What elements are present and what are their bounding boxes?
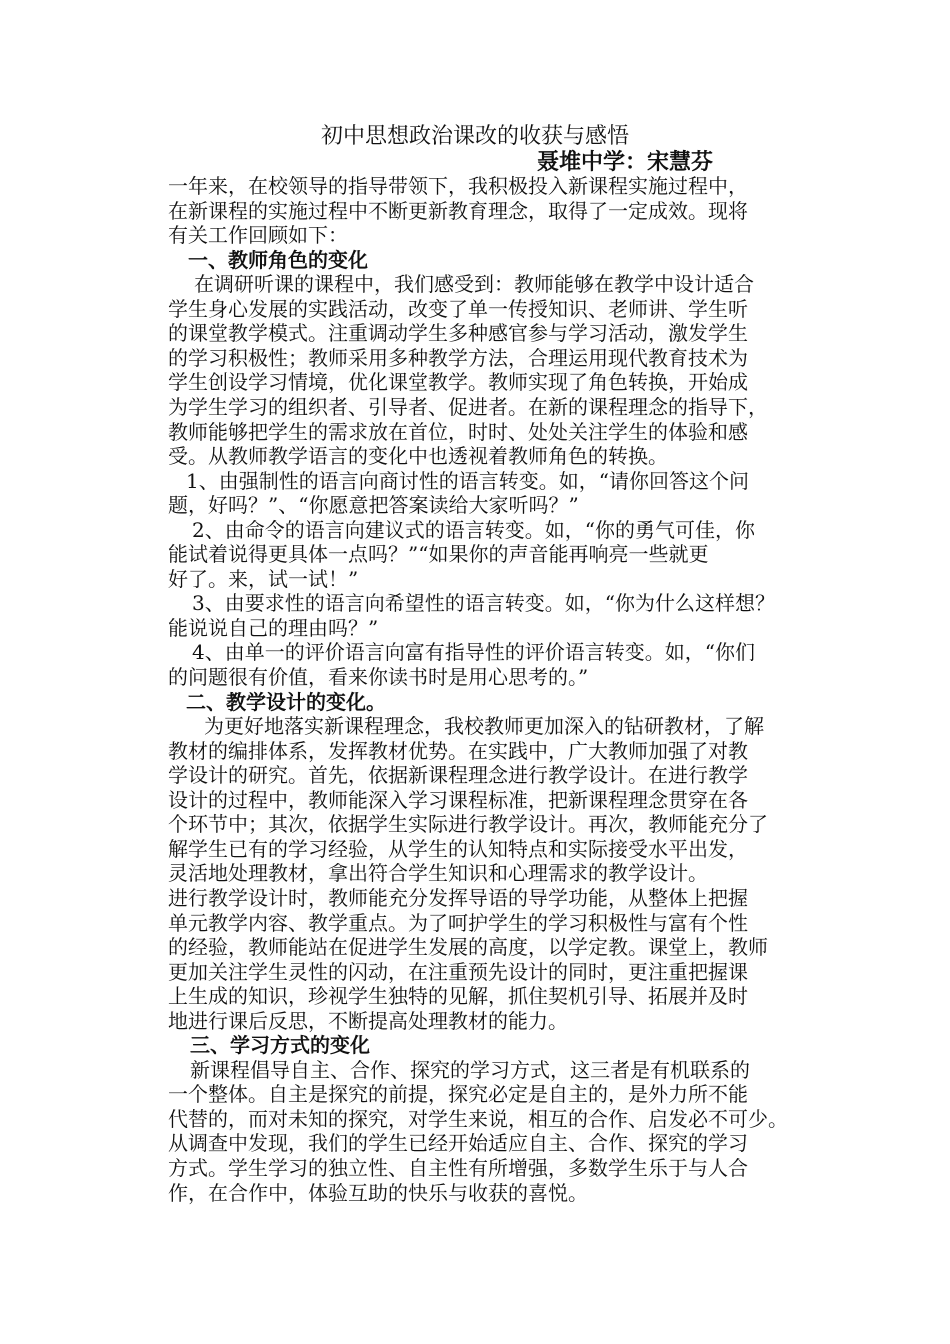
paragraph-line: 作，在合作中，体验互助的快乐与收获的喜悦。 <box>168 1180 588 1205</box>
paragraph-line: 个环节中；其次，依据学生实际进行教学设计。再次，教师能充分了 <box>168 812 768 837</box>
paragraph-line: 有关工作回顾如下： <box>168 223 348 248</box>
section-heading: 二、教学设计的变化。 <box>186 689 386 714</box>
paragraph-line: 为更好地落实新课程理念，我校教师更加深入的钻研教材，了解 <box>204 714 764 739</box>
paragraph-line: 的学习积极性；教师采用多种教学方法，合理运用现代教育技术为 <box>168 345 748 370</box>
paragraph-line: 地进行课后反思，不断提高处理教材的能力。 <box>168 1008 568 1033</box>
paragraph-line: 题，好吗？”、“你愿意把答案读给大家听吗？” <box>168 493 579 518</box>
document-title: 初中思想政治课改的收获与感悟 <box>320 124 629 149</box>
document-author: 聂堆中学：宋慧芬 <box>537 149 714 175</box>
paragraph-line: 在调研听课的课程中，我们感受到：教师能够在教学中设计适合 <box>194 272 754 297</box>
paragraph-line: 好了。来，试一试！” <box>168 566 359 591</box>
section-heading: 一、教师角色的变化 <box>188 247 368 272</box>
paragraph-line: 在新课程的实施过程中不断更新教育理念，取得了一定成效。现将 <box>168 198 748 223</box>
paragraph-line: 方式。学生学习的独立性、自主性有所增强，多数学生乐于与人合 <box>168 1156 748 1180</box>
paragraph-line: 学设计的研究。首先，依据新课程理念进行教学设计。在进行教学 <box>168 763 748 788</box>
paragraph-line: 一年来，在校领导的指导带领下，我积极投入新课程实施过程中， <box>168 174 748 198</box>
paragraph-line: 一个整体。自主是探究的前提，探究必定是自主的，是外力所不能 <box>168 1082 748 1107</box>
paragraph-line: 能试着说得更具体一点吗？”“如果你的声音能再响亮一些就更 <box>168 542 709 567</box>
paragraph-line: 3、由要求性的语言向希望性的语言转变。如，“你为什么这样想？ <box>192 591 775 616</box>
paragraph-line: 受。从教师教学语言的变化中也透视着教师角色的转换。 <box>168 444 668 469</box>
paragraph-line: 学生身心发展的实践活动，改变了单一传授知识、老师讲、学生听 <box>168 296 748 321</box>
paragraph-line: 的问题很有价值，看来你读书时是用心思考的。” <box>168 665 589 689</box>
paragraph-line: 新课程倡导自主、合作、探究的学习方式，这三者是有机联系的 <box>190 1057 750 1082</box>
paragraph-line: 从调查中发现，我们的学生已经开始适应自主、合作、探究的学习 <box>168 1131 748 1156</box>
paragraph-line: 灵活地处理教材，拿出符合学生知识和心理需求的教学设计。 <box>168 861 708 886</box>
paragraph-line: 的课堂教学模式。注重调动学生多种感官参与学习活动，激发学生 <box>168 321 748 346</box>
paragraph-line: 教材的编排体系，发挥教材优势。在实践中，广大教师加强了对教 <box>168 738 748 763</box>
paragraph-line: 上生成的知识，珍视学生独特的见解，抓住契机引导、拓展并及时 <box>168 984 748 1009</box>
section-heading: 三、学习方式的变化 <box>190 1033 370 1058</box>
paragraph-line: 1、由强制性的语言向商讨性的语言转变。如，“请你回答这个问 <box>186 468 749 493</box>
paragraph-line: 教师能够把学生的需求放在首位，时时、处处关注学生的体验和感 <box>168 419 748 444</box>
paragraph-line: 进行教学设计时，教师能充分发挥导语的导学功能，从整体上把握 <box>168 885 748 910</box>
paragraph-line: 的经验，教师能站在促进学生发展的高度，以学定教。课堂上，教师 <box>168 935 768 960</box>
paragraph-line: 为学生学习的组织者、引导者、促进者。在新的课程理念的指导下， <box>168 394 768 419</box>
paragraph-line: 代替的，而对未知的探究，对学生来说，相互的合作、启发必不可少。 <box>168 1106 788 1131</box>
paragraph-line: 解学生已有的学习经验，从学生的认知特点和实际接受水平出发， <box>168 836 748 861</box>
paragraph-line: 设计的过程中，教师能深入学习课程标准，把新课程理念贯穿在各 <box>168 787 748 812</box>
paragraph-line: 单元教学内容、教学重点。为了呵护学生的学习积极性与富有个性 <box>168 910 748 935</box>
paragraph-line: 学生创设学习情境，优化课堂教学。教师实现了角色转换，开始成 <box>168 370 748 395</box>
paragraph-line: 更加关注学生灵性的闪动，在注重预先设计的同时，更注重把握课 <box>168 959 748 984</box>
paragraph-line: 2、由命令的语言向建议式的语言转变。如，“你的勇气可佳，你 <box>192 517 755 542</box>
paragraph-line: 4、由单一的评价语言向富有指导性的评价语言转变。如，“你们 <box>192 640 755 665</box>
paragraph-line: 能说说自己的理由吗？” <box>168 615 379 640</box>
